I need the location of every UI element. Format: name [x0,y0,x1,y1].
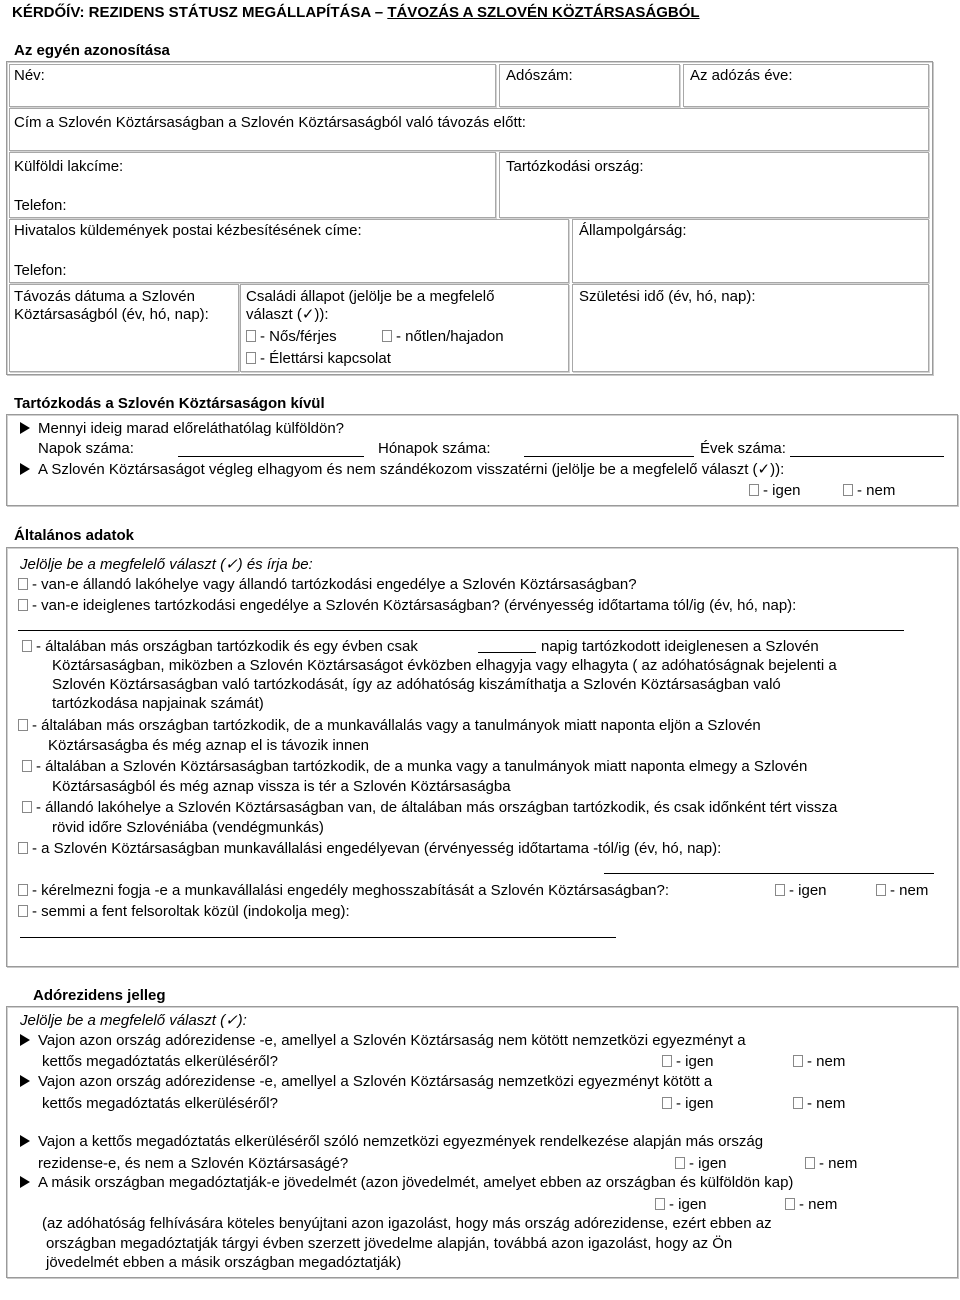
general-item-3-line3: Szlovén Köztársaságban való tartózkodását, így az adóhatóság kiszámíthatja a Szlovén Köztársaságban való [52,676,781,693]
single-option[interactable] [382,328,504,346]
general-item-6-line2: rövid időre Szlovéniába (vendégmunkás) [52,819,324,836]
bullet-arrow-icon [20,1135,30,1147]
bullet-arrow-icon [20,1176,30,1188]
birth-date-label: Születési idő (év, hó, nap): [579,288,756,305]
general-item-8-yes[interactable] [775,882,827,900]
phone2-label: Telefon: [14,262,67,279]
official-mail-label: Hivatalos küldemények postai kézbesítésének címe: [14,222,362,239]
tax-q3-yes-checkbox[interactable] [675,1157,685,1169]
general-item-7[interactable] [18,840,721,858]
years-label: Évek száma: [700,440,786,457]
general-item-7-input[interactable] [604,873,934,874]
bullet-arrow-icon [20,1075,30,1087]
general-item-9-checkbox[interactable] [18,905,28,917]
months-input[interactable] [524,456,694,457]
abroad-no-label: - nem [857,482,896,499]
partnership-label: - Élettársi kapcsolat [260,350,391,367]
tax-q4-no[interactable] [785,1196,837,1214]
tax-q2-yes[interactable] [662,1095,714,1113]
departure-date-label-2: Köztársaságból (év, hó, nap): [14,306,209,323]
general-item-3-checkbox[interactable] [22,640,32,652]
bullet-arrow-icon [20,1034,30,1046]
general-item-6-text: - állandó lakóhelye a Szlovén Köztársaságban van, de általában más országban tartózkodik, és csak időnként tért vissza [36,799,838,816]
tax-q4-yes[interactable] [655,1196,707,1214]
tax-q1-no-checkbox[interactable] [793,1055,803,1067]
general-item-1-text: - van-e állandó lakóhelye vagy állandó tartózkodási engedélye a Szlovén Köztársaságban? [32,576,637,593]
tax-q1-yes-checkbox[interactable] [662,1055,672,1067]
general-heading: Általános adatok [14,527,135,544]
general-item-8-no-checkbox[interactable] [876,884,886,896]
general-item-7-text: - a Szlovén Köztársaságban munkavállalási engedélyevan (érvényesség időtartama -tól/ig (év, hó, nap): [32,840,722,857]
tax-q2-text: Vajon azon ország adórezidense -e, amellyel a Szlovén Köztársaság nemzetközi egyezményt kötött a [38,1073,713,1090]
general-item-5-line2: Köztársaságból és még aznap vissza is tér a Szlovén Köztársaságba [52,778,511,795]
title-part1: KÉRDŐÍV: REZIDENS STÁTUSZ MEGÁLLAPÍTÁSA – [12,4,388,21]
single-label: - nőtlen/hajadon [396,328,504,345]
general-item-2-checkbox[interactable] [18,599,28,611]
abroad-q1-text: Mennyi ideig marad előreláthatólag külföldön? [38,420,345,437]
days-input[interactable] [178,456,364,457]
phone1-label: Telefon: [14,197,67,214]
general-item-4-text: - általában más országban tartózkodik, de a munkavállalás vagy a tanulmányok miatt naponta eljön a Szlovén [32,717,761,734]
tax-q1-text: Vajon azon ország adórezidense -e, amellyel a Szlovén Köztársaság nem kötött nemzetközi egyezményt a [38,1032,746,1049]
tax-q2 [20,1073,712,1091]
tax-q2-yes-checkbox[interactable] [662,1097,672,1109]
general-item-8-yes-label: - igen [789,882,827,899]
partnership-option[interactable] [246,350,391,368]
married-checkbox[interactable] [246,330,256,342]
tax-q4-no-checkbox[interactable] [785,1198,795,1210]
tax-q4-yes-label: - igen [669,1196,707,1213]
tax-q3-no-label: - nem [819,1155,858,1172]
tax-residence-instruction: Jelölje be a megfelelő választ (✓): [20,1012,247,1029]
tax-q3-text: Vajon a kettős megadóztatás elkerüléséről szóló nemzetközi egyezmények rendelkezése alapján más ország [38,1133,764,1150]
general-item-8-checkbox[interactable] [18,884,28,896]
general-item-9-text: - semmi a fent felsoroltak közül (indokolja meg): [32,903,350,920]
partnership-checkbox[interactable] [246,352,256,364]
general-item-3-text-a: - általában más országban tartózkodik és egy évben csak [36,638,418,655]
general-item-1-checkbox[interactable] [18,578,28,590]
marital-label-1: Családi állapot (jelölje be a megfelelő [246,288,495,305]
abroad-yes-label: - igen [763,482,801,499]
tax-q1-yes-label: - igen [676,1053,714,1070]
tax-q1-no[interactable] [793,1053,845,1071]
tax-q4-no-label: - nem [799,1196,838,1213]
bullet-arrow-icon [20,422,30,434]
tax-note-line3: jövedelmét ebben a másik országban megadóztatják) [46,1254,402,1271]
tax-number-label: Adószám: [506,67,573,84]
address-label: Cím a Szlovén Köztársaságban a Szlovén Köztársaságból való távozás előtt: [14,114,526,131]
tax-q3-yes[interactable] [675,1155,727,1173]
general-instruction: Jelölje be a megfelelő választ (✓) és írja be: [20,556,313,573]
general-item-3-line2: Köztársaságban, miközben a Szlovén Köztársaságot évközben elhagyja vagy elhagyta ( az adóhatóságnak bejelenti a [52,657,837,674]
general-item-3-line4: tartózkodása napjainak számát) [52,695,264,712]
abroad-yes-checkbox[interactable] [749,484,759,496]
citizenship-label: Állampolgárság: [579,222,687,239]
name-label: Név: [14,67,45,84]
tax-q1 [20,1032,746,1050]
tax-q4-yes-checkbox[interactable] [655,1198,665,1210]
general-item-2-text: - van-e ideiglenes tartózkodási engedélye a Szlovén Köztársaságban? (érvényesség időtartama tól/ig (év, hó, nap): [32,597,797,614]
general-item-4-checkbox[interactable] [18,719,28,731]
general-item-6-checkbox[interactable] [22,801,32,813]
days-label: Napok száma: [38,440,134,457]
residence-country-label: Tartózkodási ország: [506,158,644,175]
document-title [12,4,700,22]
general-item-5-checkbox[interactable] [22,760,32,772]
general-item-4-line2: Köztársaságba és még aznap el is távozik innen [48,737,370,754]
general-item-8-text: - kérelmezni fogja -e a munkavállalási engedély meghosszabítását a Szlovén Köztársaságban?: [32,882,670,899]
abroad-no-checkbox[interactable] [843,484,853,496]
abroad-heading: Tartózkodás a Szlovén Köztársaságon kívül [14,395,325,412]
tax-q3-yes-label: - igen [689,1155,727,1172]
tax-q2-no-label: - nem [807,1095,846,1112]
general-item-8-no-label: - nem [890,882,929,899]
departure-date-label-1: Távozás dátuma a Szlovén [14,288,195,305]
general-item-8-no[interactable] [876,882,928,900]
general-item-1[interactable] [18,576,637,594]
months-label: Hónapok száma: [378,440,491,457]
foreign-address-label: Külföldi lakcíme: [14,158,124,175]
tax-q4-text: A másik országban megadóztatják-e jövedelmét (azon jövedelmét, amelyet ebben az országban és külföldön kap) [38,1174,794,1191]
tax-residence-heading: Adórezidens jelleg [33,987,166,1004]
married-label: - Nős/férjes [260,328,337,345]
tax-q1-line2: kettős megadóztatás elkerüléséről? [42,1053,278,1070]
years-input[interactable] [790,456,944,457]
tax-q1-yes[interactable] [662,1053,714,1071]
tax-year-label: Az adózás éve: [690,67,793,84]
tax-q2-no-checkbox[interactable] [793,1097,803,1109]
abroad-q1 [20,420,344,438]
tax-q1-no-label: - nem [807,1053,846,1070]
tax-q2-line2: kettős megadóztatás elkerüléséről? [42,1095,278,1112]
married-option[interactable] [246,328,337,346]
general-item-5-text: - általában a Szlovén Köztársaságban tartózkodik, de a munka vagy a tanulmányok miatt naponta elmegy a Szlovén [36,758,808,775]
name-field[interactable] [9,64,496,107]
general-item-6[interactable] [22,799,837,817]
general-item-9[interactable] [18,903,350,921]
general-item-3-days-input[interactable] [478,652,536,653]
general-item-2[interactable] [18,597,796,615]
single-checkbox[interactable] [382,330,392,342]
tax-q3-no-checkbox[interactable] [805,1157,815,1169]
title-part2: TÁVOZÁS A SZLOVÉN KÖZTÁRSASÁGBÓL [387,4,700,21]
tax-q2-no[interactable] [793,1095,845,1113]
tax-q4 [20,1174,793,1192]
general-item-2-input[interactable] [18,630,904,631]
general-item-9-input[interactable] [20,937,616,938]
general-item-8-yes-checkbox[interactable] [775,884,785,896]
general-item-3[interactable] [22,638,418,656]
bullet-arrow-icon [20,463,30,475]
tax-note-line2: országban megadóztatják tárgyi évben szerzett jövedelme alapján, továbbá azon igazolást, hogy az Ön [46,1235,733,1252]
tax-note-line1: (az adóhatóság felhívására köteles benyújtani azon igazolást, hogy más ország adórezidense, ezért ebben az [42,1215,772,1232]
abroad-q2-text: A Szlovén Köztársaságot végleg elhagyom és nem szándékozom visszatérni (jelölje be a megfelelő választ (✓)): [38,461,785,478]
tax-q3 [20,1133,763,1151]
general-item-5[interactable] [22,758,807,776]
tax-q3-line2: rezidense-e, és nem a Szlovén Köztársaságé? [38,1155,349,1172]
abroad-no-option[interactable] [843,482,895,500]
general-item-8[interactable] [18,882,669,900]
abroad-q2 [20,461,784,479]
general-item-4[interactable] [18,717,761,735]
tax-q2-yes-label: - igen [676,1095,714,1112]
tax-q3-no[interactable] [805,1155,857,1173]
identity-heading: Az egyén azonosítása [14,42,170,59]
general-item-3-text-b: napig tartózkodott ideiglenesen a Szlovén [541,638,819,655]
general-item-7-checkbox[interactable] [18,842,28,854]
abroad-yes-option[interactable] [749,482,801,500]
marital-label-2: választ (✓)): [246,306,329,323]
